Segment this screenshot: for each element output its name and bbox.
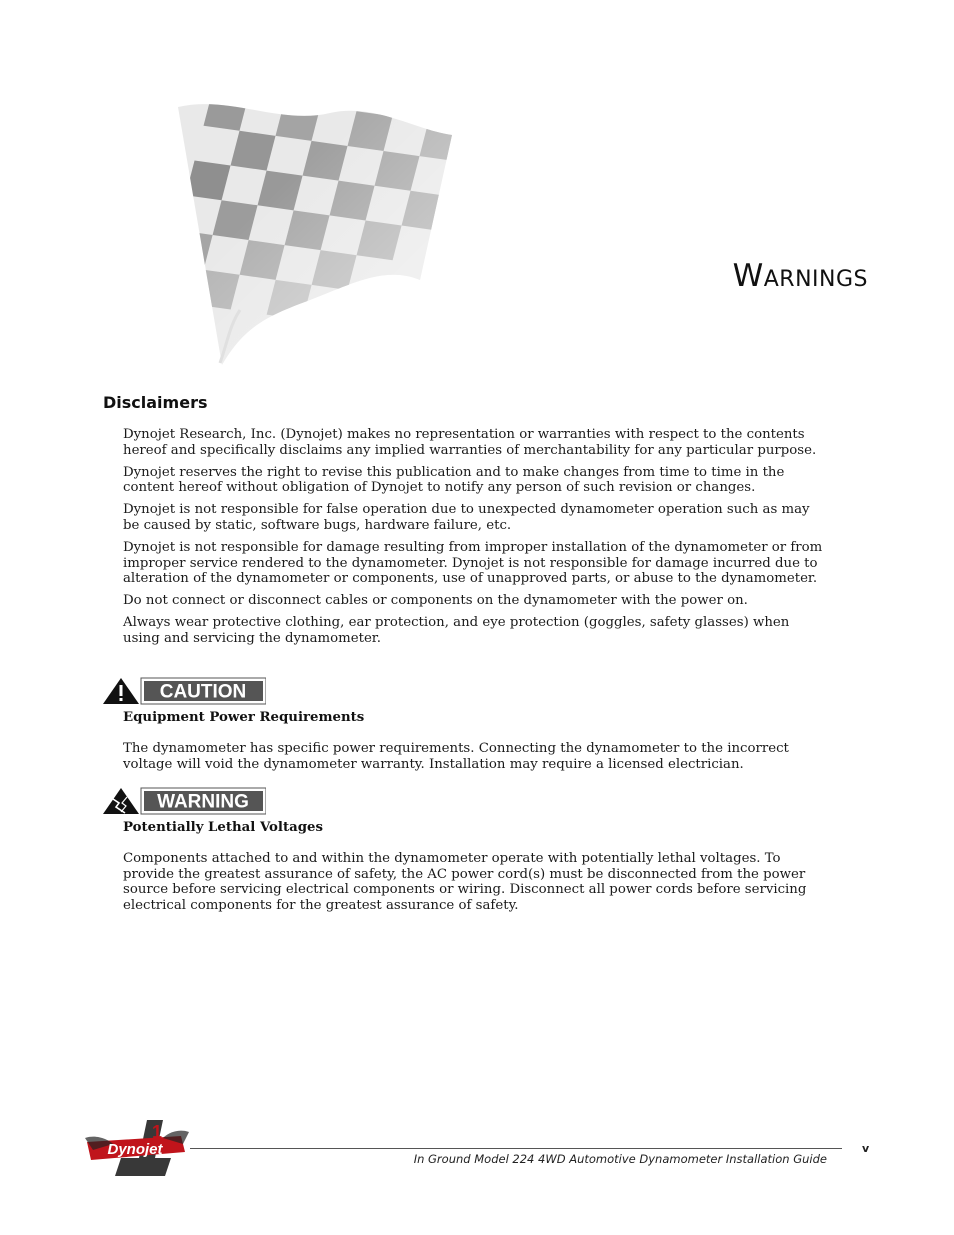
disclaimers-heading: Disclaimers	[103, 393, 208, 412]
disclaimer-paragraph: Dynojet is not responsible for damage resulting from improper installation of the dynamometer or from improper service rendered to the dynamometer. Dynojet is not responsible for damage incurred due to alteration of the dynamometer or components, use of unapproved parts, or abuse to the dynamometer.	[123, 540, 823, 587]
warning-title: Potentially Lethal Voltages	[123, 820, 323, 835]
warning-badge	[103, 787, 266, 815]
dynojet-logo	[85, 1118, 189, 1180]
warning-text: Components attached to and within the dynamometer operate with potentially lethal voltages. To provide the greatest assurance of safety, the AC power cord(s) must be disconnected from the power source before servicing electrical components or wiring. Disconnect all power cords before servicing electrical components for the greatest assurance of safety.	[123, 851, 807, 913]
checkered-flag-graphic	[170, 95, 460, 380]
disclaimer-paragraph: Dynojet reserves the right to revise this publication and to make changes from time to time in the content hereof without obligation of Dynojet to notify any person of such revision or changes.	[123, 464, 785, 496]
footer-guide-title: In Ground Model 224 4WD Automotive Dynamometer Installation Guide	[413, 1152, 827, 1166]
disclaimer-paragraph: Dynojet is not responsible for false operation due to unexpected dynamometer operation such as may be caused by static, software bugs, hardware failure, etc.	[123, 502, 810, 533]
disclaimers-body	[123, 427, 823, 653]
logo-number: 1	[151, 1122, 163, 1142]
footer-divider	[190, 1148, 842, 1149]
chapter-title: Warnings	[732, 258, 868, 294]
logo-wordmark: Dynojet	[107, 1141, 163, 1158]
caution-badge-label: CAUTION	[159, 681, 247, 703]
caution-text: The dynamometer has specific power requirements. Connecting the dynamometer to the incorrect voltage will void the dynamometer warranty. Installation may require a licensed electrician.	[123, 741, 789, 772]
disclaimer-paragraph: Dynojet Research, Inc. (Dynojet) makes no representation or warranties with respect to the contents hereof and specifically disclaims any implied warranties of merchantability for any particular purpose.	[123, 427, 817, 458]
caution-title: Equipment Power Requirements	[123, 710, 365, 725]
disclaimer-paragraph: Always wear protective clothing, ear protection, and eye protection (goggles, safety glasses) when using and servicing the dynamometer.	[123, 615, 790, 647]
disclaimer-paragraph: Do not connect or disconnect cables or components on the dynamometer with the power on.	[123, 593, 748, 609]
warning-badge-label: WARNING	[157, 791, 249, 813]
caution-badge	[103, 677, 266, 705]
page-number: v	[862, 1142, 870, 1155]
